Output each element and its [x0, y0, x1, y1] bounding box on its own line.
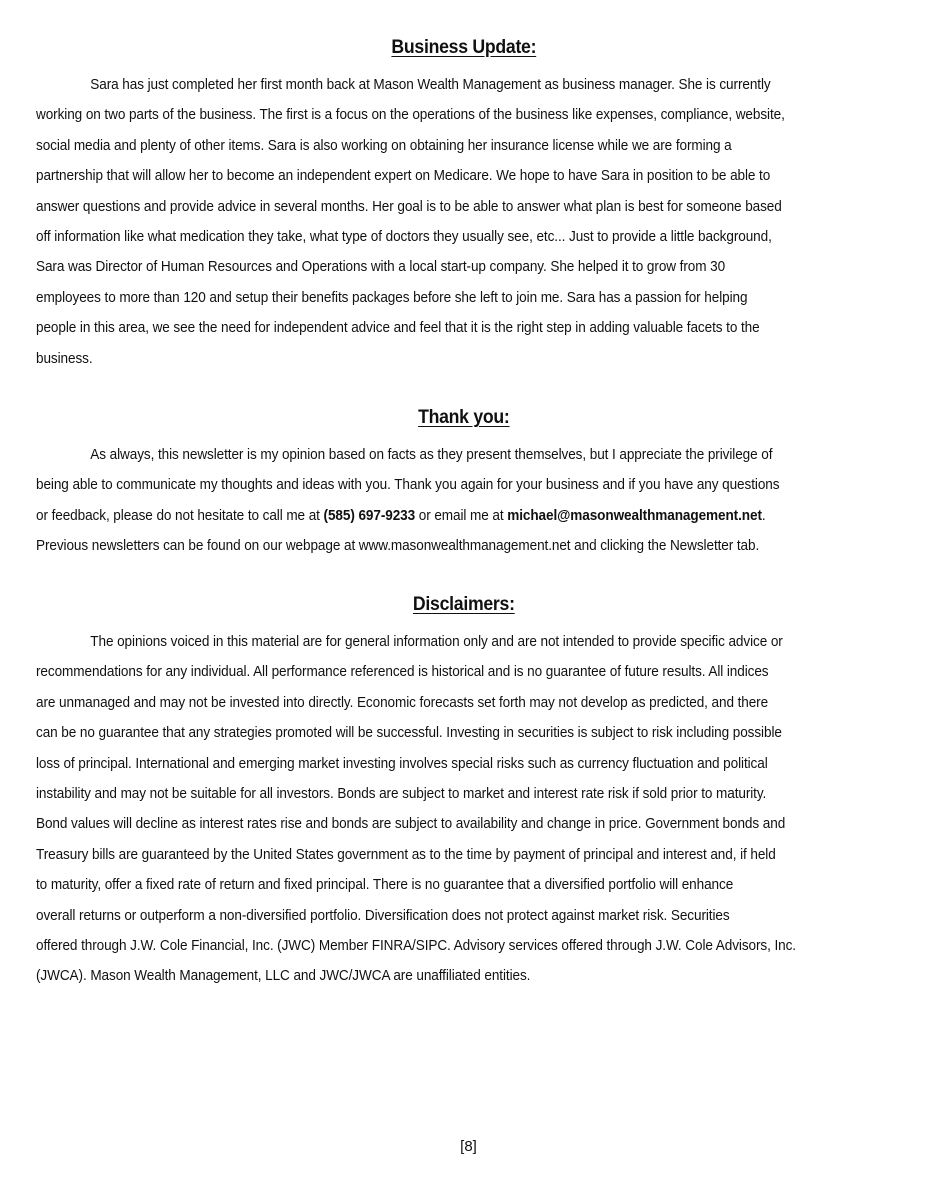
paragraph-line: business. [36, 349, 93, 367]
business-update-heading: Business Update: [391, 37, 537, 58]
paragraph-line: being able to communicate my thoughts and ideas with you. Thank you again for your business and if you have any questions [36, 476, 780, 494]
paragraph-line: (JWCA). Mason Wealth Management, LLC and JWC/JWCA are unaffiliated entities. [36, 967, 531, 985]
paragraph-line: Treasury bills are guaranteed by the United States government as to the time by payment of principal and interest and, if held [36, 845, 776, 863]
contact-middle-text: or email me at [415, 506, 508, 524]
thank-you-paragraph [36, 440, 906, 562]
paragraph-line: instability and may not be suitable for all investors. Bonds are subject to market and interest rate risk if sold prior to maturity. [36, 784, 767, 802]
paragraph-line: partnership that will allow her to become an independent expert on Medicare. We hope to have Sara in position to be able to [36, 167, 771, 185]
page-number: [8] [460, 1138, 477, 1155]
paragraph-line: can be no guarantee that any strategies promoted will be successful. Investing in securities is subject to risk including possible [36, 724, 782, 742]
paragraph-line: loss of principal. International and emerging market investing involves special risks such as currency fluctuation and political [36, 754, 768, 772]
thank-you-heading: Thank you: [418, 407, 510, 428]
paragraph-line: are unmanaged and may not be invested into directly. Economic forecasts set forth may not develop as predicted, and there [36, 693, 769, 711]
paragraph-line: Bond values will decline as interest rates rise and bonds are subject to availability and change in price. Government bonds and [36, 815, 786, 833]
business-update-paragraph [36, 70, 906, 374]
paragraph-line: As always, this newsletter is my opinion based on facts as they present themselves, but I appreciate the privilege of [90, 446, 773, 463]
paragraph-line: offered through J.W. Cole Financial, Inc. (JWC) Member FINRA/SIPC. Advisory services offered through J.W. Cole Advisors, Inc. [36, 936, 796, 954]
paragraph-line: overall returns or outperform a non-diversified portfolio. Diversification does not protect against market risk. Securities [36, 906, 730, 924]
disclaimers-paragraph [36, 627, 906, 992]
paragraph-line: answer questions and provide advice in several months. Her goal is to be able to answer what plan is best for someone based [36, 197, 782, 215]
contact-suffix-text: . [761, 506, 766, 524]
contact-prefix-text: or feedback, please do not hesitate to call me at [36, 506, 324, 524]
paragraph-line: social media and plenty of other items. Sara is also working on obtaining her insurance license while we are forming a [36, 136, 732, 154]
email-address[interactable]: michael@masonwealthmanagement.net [507, 506, 762, 524]
paragraph-line: The opinions voiced in this material are for general information only and are not intended to provide specific advice or [90, 633, 783, 650]
phone-number[interactable]: (585) 697-9233 [323, 506, 416, 524]
paragraph-line: recommendations for any individual. All performance referenced is historical and is no guarantee of future results. All indices [36, 663, 769, 681]
paragraph-line: to maturity, offer a fixed rate of return and fixed principal. There is no guarantee that a diversified portfolio will enhance [36, 876, 734, 894]
paragraph-line: employees to more than 120 and setup their benefits packages before she left to join me. Sara has a passion for helping [36, 288, 748, 306]
paragraph-line: working on two parts of the business. The first is a focus on the operations of the business like expenses, compliance, website, [36, 106, 785, 124]
paragraph-line: Sara has just completed her first month back at Mason Wealth Management as business manager. She is currently [90, 76, 771, 93]
paragraph-line: off information like what medication they take, what type of doctors they usually see, etc... Just to provide a little background, [36, 227, 772, 245]
paragraph-line: people in this area, we see the need for independent advice and feel that it is the right step in adding valuable facets to the [36, 319, 760, 337]
paragraph-line: Previous newsletters can be found on our webpage at www.masonwealthmanagement.net and clicking the Newsletter tab. [36, 537, 760, 555]
paragraph-line-contact [36, 501, 823, 531]
disclaimers-heading: Disclaimers: [412, 594, 515, 615]
paragraph-line: Sara was Director of Human Resources and Operations with a local start-up company. She helped it to grow from 30 [36, 258, 726, 276]
